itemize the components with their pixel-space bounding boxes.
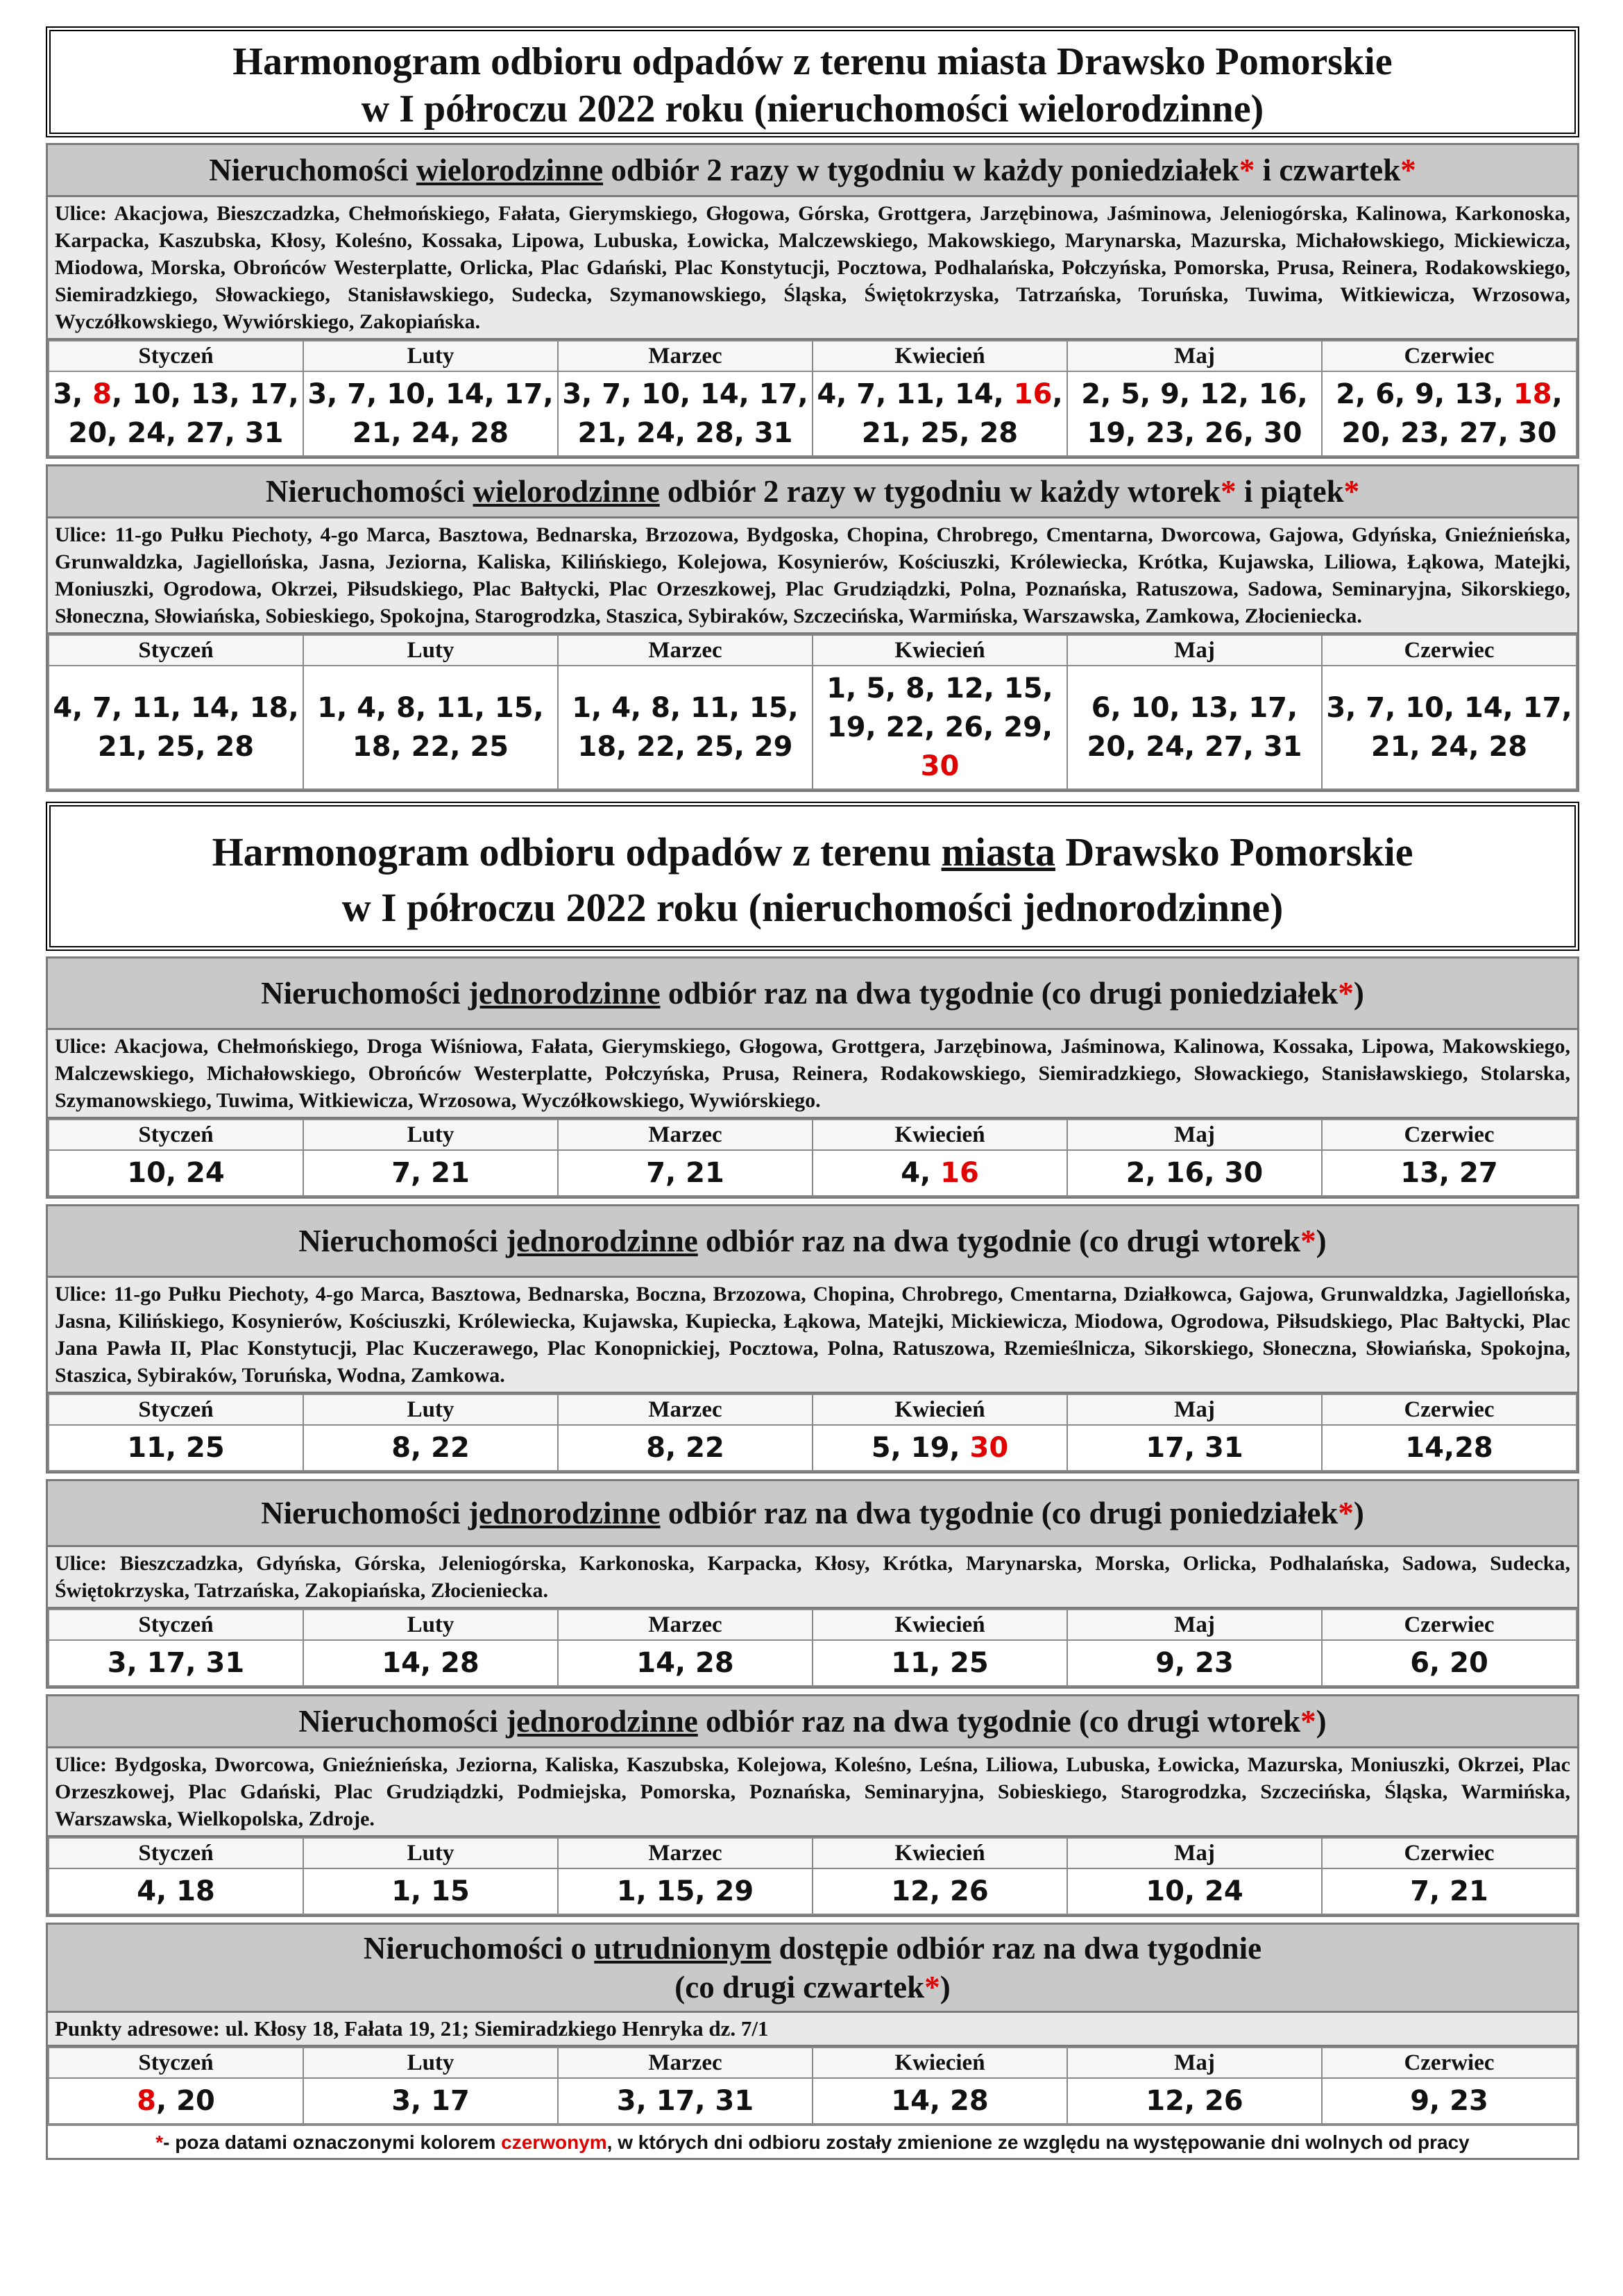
header-mid: odbiór raz na dwa tygodnie (co drugi poniedziałek <box>660 1496 1339 1530</box>
date-cell <box>1322 1150 1577 1196</box>
month-header-4: Maj <box>1067 1610 1322 1640</box>
schedule-section <box>46 1694 1579 1917</box>
header-mid: odbiór 2 razy w tygodniu w każdy poniedziałek <box>603 153 1239 187</box>
month-header-2: Marzec <box>558 2048 813 2078</box>
month-header-1: Luty <box>303 2048 558 2078</box>
date-cell <box>813 371 1067 456</box>
header-mid: odbiór raz na dwa tygodnie (co drugi wtorek <box>697 1224 1301 1258</box>
month-header-0: Styczeń <box>49 2048 303 2078</box>
date-cell <box>303 371 558 456</box>
date-cell <box>558 371 813 456</box>
changed-date: 8 <box>137 2085 157 2117</box>
date-cell <box>303 1868 558 1914</box>
streets-list: Ulice: Akacjowa, Chełmońskiego, Droga Wiśniowa, Fałata, Gierymskiego, Głogowa, Grottgera, Jarzębinowa, Jaśminowa, Kalinowa, Kossaka, Lipowa, Makowskiego, Malczewskiego, Michałowskiego, Obrońców Westerplatte, Połczyńska, Prusa, Reinera, Rodakowskiego, Siemiradzkiego, Słowackiego, Stanisławskiego, Stolarska, Szymanowskiego, Tuwima, Witkiewicza, Wrzosowa, Wyczółkowskiego, Wywiórskiego. <box>48 1030 1577 1119</box>
month-header-4: Maj <box>1067 1394 1322 1425</box>
date-text: 3, <box>53 378 93 410</box>
date-cell <box>1322 1425 1577 1471</box>
date-cell <box>1067 666 1322 789</box>
month-header-1: Luty <box>303 1394 558 1425</box>
date-cell <box>1322 666 1577 789</box>
date-text: , 21, 25, 28 <box>861 378 1063 449</box>
month-header-3: Kwiecień <box>813 635 1067 666</box>
date-text: , 20, 23, 27, 30 <box>1341 378 1563 449</box>
date-text: 3, 17, 31 <box>616 2085 754 2117</box>
months-row <box>49 1120 1577 1150</box>
header-mid: odbiór raz na dwa tygodnie (co drugi wtorek <box>697 1704 1301 1739</box>
date-text: 10, 24 <box>127 1157 225 1189</box>
changed-date: 30 <box>920 750 960 782</box>
month-header-5: Czerwiec <box>1322 1394 1577 1425</box>
month-header-1: Luty <box>303 1838 558 1868</box>
asterisk-marker: * <box>1338 1496 1354 1530</box>
months-row <box>49 2048 1577 2078</box>
asterisk-marker: * <box>1221 474 1237 509</box>
section-header <box>48 959 1577 1030</box>
month-header-5: Czerwiec <box>1322 2048 1577 2078</box>
header-mid-2: ) <box>1316 1224 1327 1258</box>
dates-table <box>48 1394 1577 1471</box>
title-single-underlined: miasta <box>941 829 1055 875</box>
date-cell <box>1322 371 1577 456</box>
month-header-3: Kwiecień <box>813 1610 1067 1640</box>
date-text: 7, 21 <box>391 1157 470 1189</box>
streets-list: Ulice: Akacjowa, Bieszczadzka, Chełmońskiego, Fałata, Gierymskiego, Głogowa, Górska, Grottgera, Jarzębinowa, Jaśminowa, Jeleniogórska, Kalinowa, Karkonoska, Karpacka, Kaszubska, Kłosy, Koleśno, Kossaka, Lipowa, Lubuska, Łowicka, Malczewskiego, Makowskiego, Marynarska, Mazurska, Michałowskiego, Mickiewicza, Miodowa, Morska, Obrońców Westerplatte, Orlicka, Plac Gdański, Plac Konstytucji, Pocztowa, Podhalańska, Połczyńska, Pomorska, Prusa, Reinera, Rodakowskiego, Siemiradzkiego, Słowackiego, Stanisławskiego, Sudecka, Szymanowskiego, Śląska, Świętokrzyska, Tatrzańska, Toruńska, Tuwima, Witkiewicza, Wrzosowa, Wyczółkowskiego, Wywiórskiego, Zakopiańska. <box>48 197 1577 340</box>
date-text: 1, 15, 29 <box>616 1875 754 1907</box>
date-text: 7, 21 <box>646 1157 724 1189</box>
header-mid: odbiór 2 razy w tygodniu w każdy wtorek <box>659 474 1221 509</box>
months-row <box>49 1610 1577 1640</box>
asterisk-marker: * <box>1239 153 1255 187</box>
footnote-pre: - poza datami oznaczonymi kolorem <box>163 2132 502 2153</box>
date-cell <box>558 1640 813 1686</box>
schedule-section <box>46 143 1579 459</box>
header-mid-2: ) <box>1316 1704 1327 1739</box>
month-header-3: Kwiecień <box>813 1120 1067 1150</box>
header-mid: odbiór raz na dwa tygodnie (co drugi poniedziałek <box>660 976 1339 1011</box>
header-mid-2: ) <box>1353 976 1364 1011</box>
date-cell <box>303 1150 558 1196</box>
date-text: 4, 18 <box>137 1875 215 1907</box>
month-header-0: Styczeń <box>49 341 303 371</box>
date-text: 6, 20 <box>1410 1647 1488 1679</box>
date-cell <box>303 1640 558 1686</box>
month-header-5: Czerwiec <box>1322 1120 1577 1150</box>
schedule-section <box>46 464 1579 792</box>
dates-row <box>49 1150 1577 1196</box>
header-pre: Nieruchomości <box>265 474 473 509</box>
dates-table <box>48 1119 1577 1197</box>
streets-list: Ulice: Bydgoska, Dworcowa, Gnieźnieńska, Jeziorna, Kaliska, Kaszubska, Kolejowa, Koleśno, Leśna, Liliowa, Lubuska, Łowicka, Mazurska, Moniuszki, Okrzei, Plac Orzeszkowej, Plac Gdański, Plac Grudziądzki, Podmiejska, Pomorska, Poznańska, Seminaryjna, Sobieskiego, Starogrodzka, Szczecińska, Śląska, Warmińska, Warszawska, Wielkopolska, Zdroje. <box>48 1748 1577 1837</box>
difficult-line2-pre: (co drugi czwartek <box>674 1970 925 2004</box>
date-text: 2, 6, 9, 13, <box>1336 378 1513 410</box>
month-header-0: Styczeń <box>49 1120 303 1150</box>
month-header-2: Marzec <box>558 1838 813 1868</box>
date-text: 1, 4, 8, 11, 15, 18, 22, 25 <box>317 692 544 763</box>
date-text: 1, 4, 8, 11, 15, 18, 22, 25, 29 <box>572 692 799 763</box>
changed-date: 8 <box>92 378 112 410</box>
section-header <box>48 1481 1577 1547</box>
month-header-0: Styczeń <box>49 1838 303 1868</box>
difficult-underlined: utrudnionym <box>594 1931 772 1966</box>
date-text: 5, 19, <box>871 1432 970 1464</box>
date-cell <box>303 2078 558 2124</box>
asterisk-marker: * <box>1338 976 1354 1011</box>
section-header <box>48 466 1577 518</box>
section-header <box>48 1206 1577 1278</box>
date-cell <box>49 1150 303 1196</box>
date-text: 17, 31 <box>1146 1432 1243 1464</box>
asterisk-marker: * <box>924 1970 940 2004</box>
date-cell <box>1067 1640 1322 1686</box>
header-underlined: wielorodzinne <box>416 153 604 187</box>
date-text: 3, 17 <box>391 2085 470 2117</box>
date-text: 12, 26 <box>891 1875 989 1907</box>
date-cell <box>813 1640 1067 1686</box>
date-text: 11, 25 <box>127 1432 225 1464</box>
month-header-5: Czerwiec <box>1322 341 1577 371</box>
section-difficult-access <box>46 1923 1579 2160</box>
dates-row <box>49 1868 1577 1914</box>
difficult-post: dostępie odbiór raz na dwa tygodnie <box>771 1931 1262 1966</box>
month-header-4: Maj <box>1067 341 1322 371</box>
date-text: 4, 7, 11, 14, 18, 21, 25, 28 <box>53 692 299 763</box>
date-text: 2, 5, 9, 12, 16, 19, 23, 26, 30 <box>1081 378 1308 449</box>
date-cell <box>813 1868 1067 1914</box>
month-header-2: Marzec <box>558 341 813 371</box>
month-header-1: Luty <box>303 1120 558 1150</box>
date-cell <box>303 666 558 789</box>
streets-list: Ulice: 11-go Pułku Piechoty, 4-go Marca, Basztowa, Bednarska, Boczna, Brzozowa, Chopina, Chrobrego, Cmentarna, Działkowca, Gajowa, Grunwaldzka, Jagiellońska, Jasna, Kilińskiego, Kosynierów, Kościuszki, Królewiecka, Kujawska, Kupiecka, Łąkowa, Matejki, Mickiewicza, Miodowa, Ogrodowa, Piłsudskiego, Plac Bałtycki, Plac Jana Pawła II, Plac Konstytucji, Plac Kuczerawego, Plac Konopnickiej, Pocztowa, Polna, Ratuszowa, Rzemieślnicza, Sikorskiego, Słoneczna, Słowiańska, Spokojna, Staszica, Sybiraków, Toruńska, Wodna, Zamkowa. <box>48 1278 1577 1394</box>
difficult-line2-post: ) <box>940 1970 951 2004</box>
dates-row <box>49 2078 1577 2124</box>
schedule-section <box>46 1479 1579 1689</box>
date-cell <box>1322 1640 1577 1686</box>
date-cell <box>558 1150 813 1196</box>
multi-family-sections <box>46 143 1579 792</box>
schedule-section <box>46 956 1579 1199</box>
date-text: 3, 17, 31 <box>107 1647 245 1679</box>
dates-table <box>48 1609 1577 1687</box>
month-header-0: Styczeń <box>49 635 303 666</box>
date-text: 2, 16, 30 <box>1125 1157 1264 1189</box>
month-header-1: Luty <box>303 341 558 371</box>
section-difficult-header <box>48 1925 1577 2013</box>
difficult-header-line-2 <box>55 1968 1570 2007</box>
date-text: 6, 10, 13, 17, 20, 24, 27, 31 <box>1087 692 1302 763</box>
date-cell <box>1067 371 1322 456</box>
date-cell <box>558 666 813 789</box>
asterisk-marker: * <box>1300 1704 1316 1739</box>
months-row <box>49 1838 1577 1868</box>
month-header-1: Luty <box>303 1610 558 1640</box>
date-text: 4, 7, 11, 14, <box>817 378 1014 410</box>
dates-table <box>48 1837 1577 1915</box>
section-header <box>48 145 1577 197</box>
months-row <box>49 341 1577 371</box>
address-points: Punkty adresowe: ul. Kłosy 18, Fałata 19, 21; Siemiradzkiego Henryka dz. 7/1 <box>48 2013 1577 2047</box>
dates-row <box>49 1425 1577 1471</box>
date-text: 14, 28 <box>382 1647 479 1679</box>
title-single-line-1 <box>51 825 1574 880</box>
date-cell <box>49 1425 303 1471</box>
months-row <box>49 635 1577 666</box>
date-cell <box>1322 1868 1577 1914</box>
month-header-2: Marzec <box>558 635 813 666</box>
title-single-line-2: w I półroczu 2022 roku (nieruchomości jednorodzinne) <box>341 885 1284 930</box>
difficult-header-line-1 <box>55 1929 1570 1968</box>
date-text: , 20 <box>156 2085 215 2117</box>
date-cell <box>1067 1150 1322 1196</box>
date-cell <box>558 1868 813 1914</box>
header-mid-2: ) <box>1353 1496 1364 1530</box>
header-mid-2: i czwartek <box>1255 153 1401 187</box>
date-cell <box>49 1868 303 1914</box>
date-text: 14, 28 <box>636 1647 734 1679</box>
title-single-pre: Harmonogram odbioru odpadów z terenu <box>212 829 942 875</box>
date-text: 3, 7, 10, 14, 17, 21, 24, 28 <box>307 378 554 449</box>
date-cell <box>1067 2078 1322 2124</box>
schedule-section <box>46 1204 1579 1474</box>
date-text: 9, 23 <box>1155 1647 1234 1679</box>
header-underlined: jednorodzinne <box>506 1224 698 1258</box>
date-cell <box>49 1640 303 1686</box>
header-underlined: jednorodzinne <box>468 1496 661 1530</box>
changed-date: 16 <box>1013 378 1053 410</box>
date-text: 14, 28 <box>891 2085 989 2117</box>
date-cell <box>1067 1425 1322 1471</box>
title-multi-line-1: Harmonogram odbioru odpadów z terenu miasta Drawsko Pomorskie <box>232 40 1393 83</box>
date-text: 7, 21 <box>1410 1875 1488 1907</box>
date-cell <box>558 2078 813 2124</box>
date-text: 14,28 <box>1405 1432 1493 1464</box>
footnote-asterisk: * <box>155 2132 164 2153</box>
footnote-red-word: czerwonym <box>501 2132 607 2153</box>
month-header-3: Kwiecień <box>813 1838 1067 1868</box>
header-underlined: jednorodzinne <box>468 976 661 1011</box>
dates-row <box>49 666 1577 789</box>
single-family-sections <box>46 956 1579 1917</box>
asterisk-marker: * <box>1400 153 1416 187</box>
changed-date: 30 <box>969 1432 1009 1464</box>
date-text: 4, <box>901 1157 941 1189</box>
asterisk-marker: * <box>1343 474 1360 509</box>
month-header-4: Maj <box>1067 635 1322 666</box>
dates-row <box>49 371 1577 456</box>
date-cell <box>49 666 303 789</box>
title-multi-family <box>46 26 1579 137</box>
header-pre: Nieruchomości <box>298 1704 507 1739</box>
month-header-5: Czerwiec <box>1322 635 1577 666</box>
header-mid-2: i piątek <box>1236 474 1344 509</box>
header-pre: Nieruchomości <box>298 1224 507 1258</box>
date-cell <box>558 1425 813 1471</box>
header-pre: Nieruchomości <box>261 976 468 1011</box>
date-text: 3, 7, 10, 14, 17, 21, 24, 28, 31 <box>562 378 808 449</box>
title-single-post: Drawsko Pomorskie <box>1055 829 1413 875</box>
header-underlined: jednorodzinne <box>506 1704 698 1739</box>
date-text: 12, 26 <box>1146 2085 1243 2117</box>
months-row <box>49 1394 1577 1425</box>
dates-table <box>48 634 1577 790</box>
date-cell <box>1067 1868 1322 1914</box>
date-cell <box>303 1425 558 1471</box>
dates-row <box>49 1640 1577 1686</box>
date-cell <box>49 371 303 456</box>
month-header-0: Styczeń <box>49 1394 303 1425</box>
date-cell <box>813 1425 1067 1471</box>
title-multi-line-2: w I półroczu 2022 roku (nieruchomości wielorodzinne) <box>361 87 1264 130</box>
date-text: 11, 25 <box>891 1647 989 1679</box>
month-header-3: Kwiecień <box>813 1394 1067 1425</box>
asterisk-marker: * <box>1300 1224 1316 1258</box>
month-header-1: Luty <box>303 635 558 666</box>
streets-list: Ulice: Bieszczadzka, Gdyńska, Górska, Jeleniogórska, Karkonoska, Karpacka, Kłosy, Krótka, Marynarska, Morska, Orlicka, Podhalańska, Sadowa, Sudecka, Świętokrzyska, Tatrzańska, Zakopiańska, Złocieniecka. <box>48 1547 1577 1609</box>
date-text: 13, 27 <box>1400 1157 1498 1189</box>
month-header-4: Maj <box>1067 2048 1322 2078</box>
date-text: 1, 5, 8, 12, 15, 19, 22, 26, 29, <box>826 673 1053 743</box>
month-header-0: Styczeń <box>49 1610 303 1640</box>
date-text: 3, 7, 10, 14, 17, 21, 24, 28 <box>1326 692 1572 763</box>
date-cell <box>49 2078 303 2124</box>
section-header <box>48 1696 1577 1748</box>
difficult-pre: Nieruchomości o <box>363 1931 595 1966</box>
month-header-3: Kwiecień <box>813 341 1067 371</box>
footnote <box>48 2125 1577 2158</box>
month-header-5: Czerwiec <box>1322 1838 1577 1868</box>
month-header-5: Czerwiec <box>1322 1610 1577 1640</box>
month-header-2: Marzec <box>558 1610 813 1640</box>
date-cell <box>1322 2078 1577 2124</box>
header-pre: Nieruchomości <box>261 1496 468 1530</box>
month-header-2: Marzec <box>558 1120 813 1150</box>
month-header-4: Maj <box>1067 1120 1322 1150</box>
dates-table <box>48 340 1577 457</box>
dates-table <box>48 2047 1577 2125</box>
date-cell <box>813 2078 1067 2124</box>
schedule-page <box>46 26 1579 2160</box>
date-cell <box>813 1150 1067 1196</box>
month-header-4: Maj <box>1067 1838 1322 1868</box>
date-cell <box>813 666 1067 789</box>
footnote-post: , w których dni odbioru zostały zmienione ze względu na występowanie dni wolnych od pracy <box>606 2132 1470 2153</box>
month-header-3: Kwiecień <box>813 2048 1067 2078</box>
date-text: 8, 22 <box>391 1432 470 1464</box>
month-header-2: Marzec <box>558 1394 813 1425</box>
date-text: 10, 24 <box>1146 1875 1243 1907</box>
date-text: 8, 22 <box>646 1432 724 1464</box>
header-pre: Nieruchomości <box>209 153 416 187</box>
title-single-family <box>46 802 1579 951</box>
date-text: 1, 15 <box>391 1875 470 1907</box>
changed-date: 18 <box>1513 378 1552 410</box>
date-text: , 10, 13, 17, 20, 24, 27, 31 <box>68 378 299 449</box>
header-underlined: wielorodzinne <box>473 474 660 509</box>
streets-list: Ulice: 11-go Pułku Piechoty, 4-go Marca, Basztowa, Bednarska, Brzozowa, Bydgoska, Chopina, Chrobrego, Cmentarna, Dworcowa, Gajowa, Gdyńska, Gnieźnieńska, Grunwaldzka, Jagiellońska, Jasna, Jeziorna, Kaliska, Kilińskiego, Kolejowa, Kosynierów, Kościuszki, Królewiecka, Krótka, Kujawska, Liliowa, Łąkowa, Matejki, Moniuszki, Ogrodowa, Okrzei, Piłsudskiego, Plac Bałtycki, Plac Orzeszkowej, Plac Grudziądzki, Polna, Poznańska, Ratuszowa, Sadowa, Seminaryjna, Sikorskiego, Słoneczna, Słowiańska, Sobieskiego, Spokojna, Starogrodzka, Staszica, Sybiraków, Szczecińska, Warmińska, Warszawska, Zamkowa, Złocieniecka. <box>48 518 1577 634</box>
changed-date: 16 <box>940 1157 979 1189</box>
date-text: 9, 23 <box>1410 2085 1488 2117</box>
